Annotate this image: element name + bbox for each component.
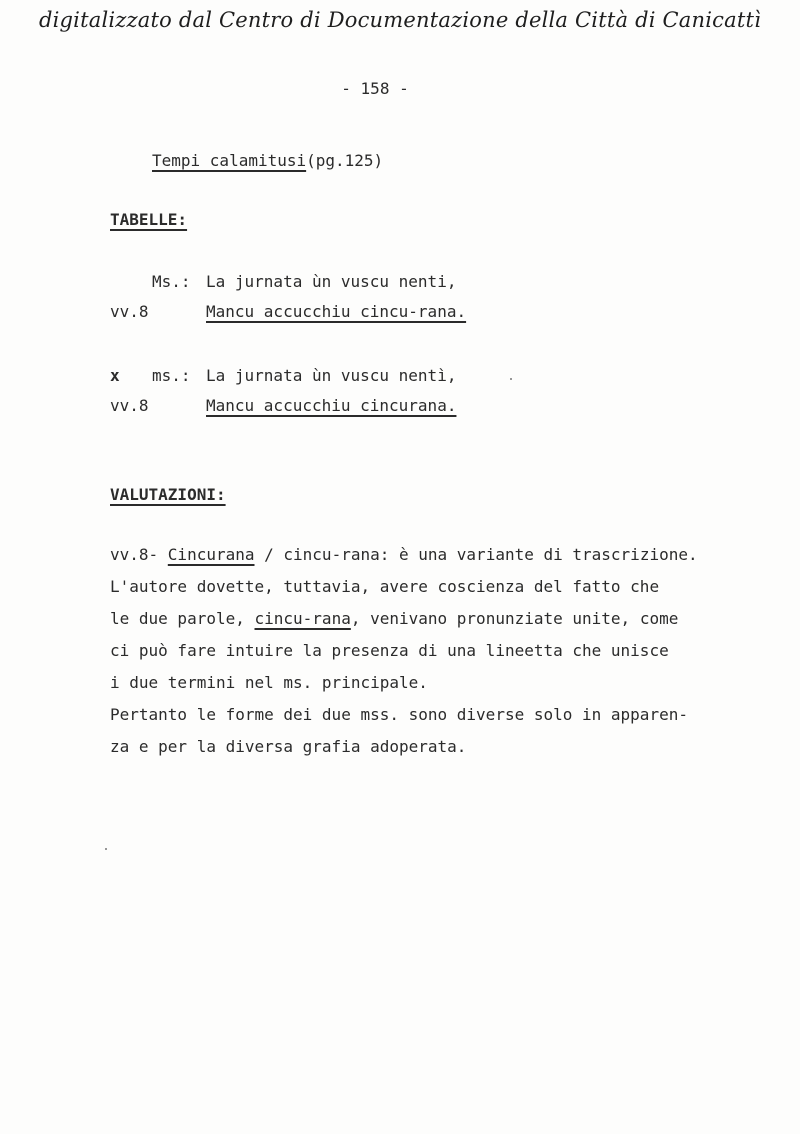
valutazioni-line-3 bbox=[110, 609, 678, 628]
tabelle-2-vv-label: vv.8 bbox=[110, 396, 149, 415]
tabelle-2-verse1: La jurnata ùn vuscu nentì, bbox=[206, 366, 457, 385]
tabelle-1-verse1: La jurnata ùn vuscu nenti, bbox=[206, 272, 457, 291]
valutazioni-heading: VALUTAZIONI: bbox=[110, 485, 226, 504]
tabelle-2-verse2: Mancu accucchiu cincurana. bbox=[206, 396, 457, 415]
digitization-watermark: digitalizzato dal Centro di Documentazione della Città di Canicattì bbox=[38, 8, 762, 32]
valutazioni-term-cincurana: Cincurana bbox=[167, 545, 255, 564]
valutazioni-line-6: Pertanto le forme dei due mss. sono diverse solo in apparen- bbox=[110, 705, 688, 724]
valutazioni-line-7: za e per la diversa grafia adoperata. bbox=[110, 737, 467, 756]
valutazioni-line-1-rest: / cincu-rana: è una variante di trascrizione. bbox=[254, 545, 698, 564]
page-number: - 158 - bbox=[341, 79, 409, 98]
valutazioni-line-5: i due termini nel ms. principale. bbox=[110, 673, 428, 692]
tabelle-2-marker: x bbox=[110, 366, 120, 385]
tabelle-1-vv-label: vv.8 bbox=[110, 302, 149, 321]
tabelle-1-ms-label: Ms.: bbox=[152, 272, 191, 291]
valutazioni-line-3-pre: le due parole, bbox=[110, 609, 255, 628]
scan-speck bbox=[510, 378, 512, 380]
valutazioni-term-cincu-rana: cincu-rana bbox=[254, 609, 351, 628]
section-title-ref: (pg.125) bbox=[306, 151, 384, 170]
valutazioni-line-1 bbox=[110, 545, 698, 564]
section-title bbox=[152, 151, 383, 170]
valutazioni-line-4: ci può fare intuire la presenza di una lineetta che unisce bbox=[110, 641, 669, 660]
valutazioni-line-3-post: , venivano pronunziate unite, come bbox=[350, 609, 679, 628]
valutazioni-line-1-prefix: vv.8- bbox=[110, 545, 168, 564]
tabelle-heading: TABELLE: bbox=[110, 210, 188, 229]
tabelle-2-ms-label: ms.: bbox=[152, 366, 191, 385]
tabelle-1-verse2: Mancu accucchiu cincu-rana. bbox=[206, 302, 467, 321]
section-title-text: Tempi calamitusi bbox=[152, 151, 307, 170]
valutazioni-line-2: L'autore dovette, tuttavia, avere coscienza del fatto che bbox=[110, 577, 660, 596]
scan-speck bbox=[105, 848, 107, 850]
